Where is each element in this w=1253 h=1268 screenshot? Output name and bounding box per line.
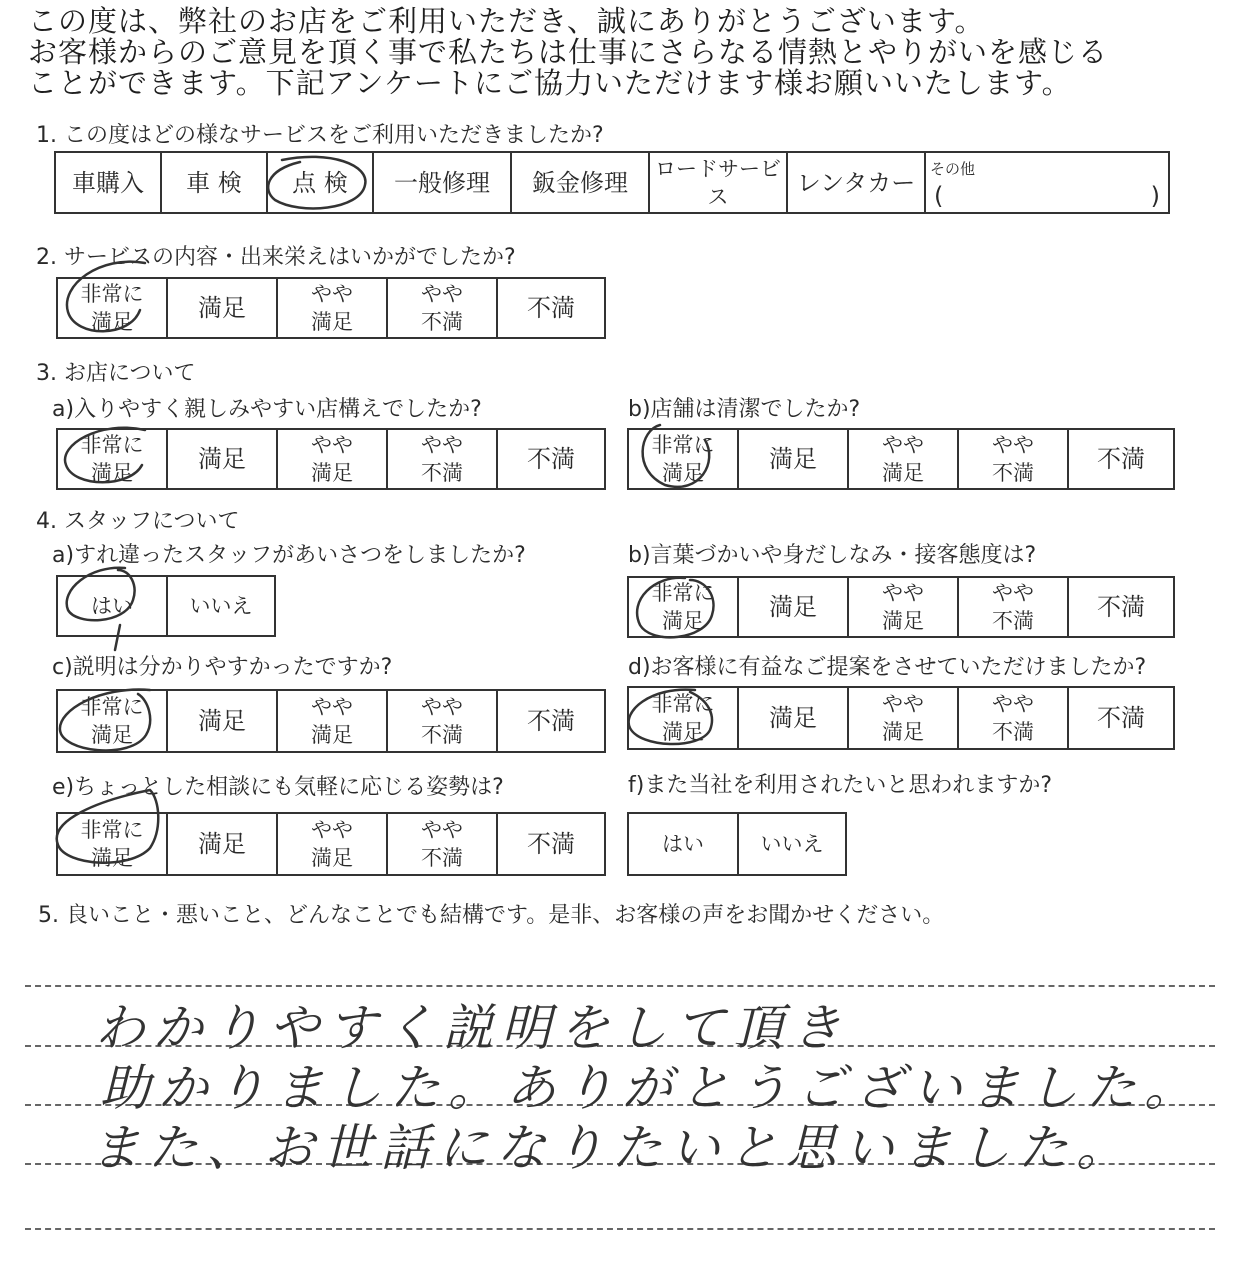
q1-option-inspection[interactable]: 点 検 (268, 153, 374, 212)
q4d-somewhat-dissatisfied[interactable]: やや 不満 (959, 688, 1069, 748)
q4e-satisfied[interactable]: 満足 (168, 814, 278, 874)
q3b-very-satisfied[interactable]: 非常に 満足 (629, 430, 739, 488)
q4b-somewhat-dissatisfied[interactable]: やや 不満 (959, 578, 1069, 636)
q4f-yesno (627, 812, 847, 876)
q4d-satisfied[interactable]: 満足 (739, 688, 849, 748)
comment-line-guide-5 (25, 1228, 1215, 1230)
q4c-scale (56, 689, 606, 753)
q4d-very-satisfied[interactable]: 非常に 満足 (629, 688, 739, 748)
q1-option-body-repair[interactable]: 鈑金修理 (512, 153, 650, 212)
intro-text (28, 6, 1228, 99)
q4a-yes[interactable]: はい (58, 577, 168, 635)
q4c-satisfied[interactable]: 満足 (168, 691, 278, 751)
q4c-very-satisfied[interactable]: 非常に 満足 (58, 691, 168, 751)
handwritten-comment-line-1: わかりやすく説明をして頂き (95, 999, 849, 1057)
q3a-somewhat-satisfied[interactable]: やや 満足 (278, 430, 388, 488)
q2-dissatisfied[interactable]: 不満 (527, 294, 575, 322)
q4f-yes[interactable]: はい (629, 814, 739, 874)
q4e-scale (56, 812, 606, 876)
q4a-yesno (56, 575, 276, 637)
q3b-somewhat-satisfied[interactable]: やや 満足 (849, 430, 959, 488)
q4c-somewhat-satisfied[interactable]: やや 満足 (278, 691, 388, 751)
q4d-dissatisfied[interactable]: 不満 (1097, 704, 1145, 732)
q2-satisfied[interactable]: 満足 (168, 279, 278, 337)
question-1-title: 1. この度はどの様なサービスをご利用いただきましたか? (36, 123, 604, 148)
other-close-paren: ) (1150, 182, 1160, 210)
question-4e-title: e)ちょっとした相談にも気軽に応じる姿勢は? (52, 775, 504, 800)
q4e-very-satisfied[interactable]: 非常に 満足 (58, 814, 168, 874)
question-4f-title: f)また当社を利用されたいと思われますか? (628, 773, 1053, 798)
q4b-somewhat-satisfied[interactable]: やや 満足 (849, 578, 959, 636)
question-4a-title: a)すれ違ったスタッフがあいさつをしましたか? (52, 543, 526, 568)
question-2-title: 2. サービスの内容・出来栄えはいかがでしたか? (36, 245, 516, 270)
question-3-title: 3. お店について (36, 361, 196, 386)
q2-somewhat-dissatisfied[interactable]: やや 不満 (388, 279, 498, 337)
q3b-somewhat-dissatisfied[interactable]: やや 不満 (959, 430, 1069, 488)
q2-scale (56, 277, 606, 339)
other-open-paren: ( (934, 182, 944, 210)
q4b-scale (627, 576, 1175, 638)
q2-very-satisfied[interactable]: 非常に 満足 (58, 279, 168, 337)
q4a-no[interactable]: いいえ (189, 594, 253, 618)
q4b-very-satisfied[interactable]: 非常に 満足 (629, 578, 739, 636)
question-4c-title: c)説明は分かりやすかったですか? (52, 655, 393, 680)
q3b-satisfied[interactable]: 満足 (739, 430, 849, 488)
handwritten-comment-line-2: 助かりました。ありがとうございました。 (100, 1059, 1202, 1117)
q1-option-car-purchase[interactable]: 車購入 (56, 153, 162, 212)
q3a-somewhat-dissatisfied[interactable]: やや 不満 (388, 430, 498, 488)
q3a-scale (56, 428, 606, 490)
question-4d-title: d)お客様に有益なご提案をさせていただけましたか? (628, 655, 1147, 680)
q2-somewhat-satisfied[interactable]: やや 満足 (278, 279, 388, 337)
q1-option-rental-car[interactable]: レンタカー (788, 153, 926, 212)
q4c-somewhat-dissatisfied[interactable]: やや 不満 (388, 691, 498, 751)
q1-option-road-service[interactable]: ロードサービス (650, 153, 788, 212)
other-input-field[interactable] (934, 182, 1160, 210)
q3a-satisfied[interactable]: 満足 (168, 430, 278, 488)
question-4b-title: b)言葉づかいや身だしなみ・接客態度は? (628, 543, 1037, 568)
comment-line-guide-1 (25, 985, 1215, 987)
q4e-dissatisfied[interactable]: 不満 (527, 830, 575, 858)
question-3a-title: a)入りやすく親しみやすい店構えでしたか? (52, 397, 482, 422)
q4d-scale (627, 686, 1175, 750)
q4e-somewhat-dissatisfied[interactable]: やや 不満 (388, 814, 498, 874)
intro-line-1: この度は、弊社のお店をご利用いただき、誠にありがとうございます。 (28, 4, 985, 38)
q1-option-other[interactable] (926, 153, 1168, 212)
q4b-satisfied[interactable]: 満足 (739, 578, 849, 636)
q1-option-general-repair[interactable]: 一般修理 (374, 153, 512, 212)
question-4-title: 4. スタッフについて (36, 509, 240, 534)
q3a-very-satisfied[interactable]: 非常に 満足 (58, 430, 168, 488)
other-label: その他 (930, 160, 976, 178)
question-3b-title: b)店舗は清潔でしたか? (628, 397, 861, 422)
q4b-dissatisfied[interactable]: 不満 (1097, 593, 1145, 621)
q4f-no[interactable]: いいえ (760, 832, 824, 856)
handwritten-comment-line-3: また、お世話になりたいと思いました。 (90, 1119, 1134, 1177)
q4c-dissatisfied[interactable]: 不満 (527, 707, 575, 735)
q4d-somewhat-satisfied[interactable]: やや 満足 (849, 688, 959, 748)
q3a-dissatisfied[interactable]: 不満 (527, 445, 575, 473)
intro-line-3: ことができます。下記アンケートにご協力いただけます様お願いいたします。 (28, 66, 1072, 100)
question-5-title: 5. 良いこと・悪いこと、どんなことでも結構です。是非、お客様の声をお聞かせください。 (38, 903, 945, 928)
q4e-somewhat-satisfied[interactable]: やや 満足 (278, 814, 388, 874)
q1-options (54, 151, 1170, 214)
q1-option-shaken[interactable]: 車 検 (162, 153, 268, 212)
q3b-dissatisfied[interactable]: 不満 (1097, 445, 1145, 473)
intro-line-2: お客様からのご意見を頂く事で私たちは仕事にさらなる情熱とやりがいを感じる (28, 35, 1109, 69)
q3b-scale (627, 428, 1175, 490)
